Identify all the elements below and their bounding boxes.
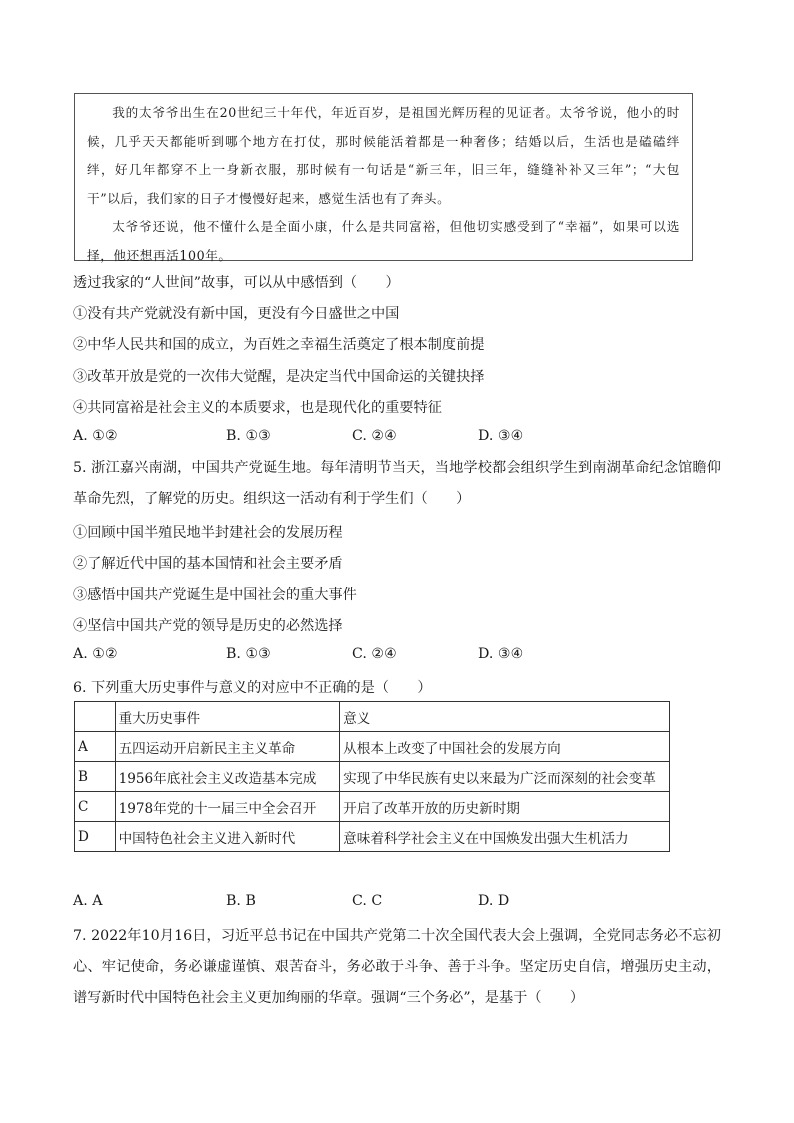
q6-option-d[interactable]: D. D bbox=[478, 893, 510, 909]
table-cell-label: A bbox=[75, 732, 116, 762]
table-header-cell: 重大历史事件 bbox=[115, 702, 340, 732]
q7-stem: 7. 2022年10月16日，习近平总书记在中国共产党第二十次全国代表大会上强调，全党同志务必不忘初心、牢记使命，务必谦虚谨慎、艰苦奋斗，务必敢于斗争、善于斗争。坚定历史自信，增强历史主动，谱写新时代中国特色社会主义更加绚丽的华章。强调“三个务必”，是基于（ ） bbox=[73, 928, 721, 1006]
q5-option-b[interactable]: B. ①③ bbox=[226, 646, 271, 662]
reading-passage-box bbox=[74, 93, 693, 261]
q5-item-3: ③感悟中国共产党诞生是中国社会的重大事件 bbox=[73, 587, 357, 603]
q5-item-4: ④坚信中国共产党的领导是历史的必然选择 bbox=[73, 618, 343, 634]
passage-paragraph-2: 太爷爷还说，他不懂什么是全面小康，什么是共同富裕，但他切实感受到了“幸福”，如果可以选择，他还想再活100年。 bbox=[87, 219, 680, 263]
q6-option-b[interactable]: B. B bbox=[226, 893, 256, 909]
table-cell-meaning: 从根本上改变了中国社会的发展方向 bbox=[340, 732, 670, 762]
q5-item-2: ②了解近代中国的基本国情和社会主要矛盾 bbox=[73, 556, 343, 572]
table-header-row bbox=[75, 702, 670, 732]
q4-options bbox=[73, 428, 593, 448]
q6-option-c[interactable]: C. C bbox=[352, 893, 383, 909]
q4-item-4: ④共同富裕是社会主义的本质要求，也是现代化的重要特征 bbox=[73, 400, 442, 416]
passage-paragraph-1: 我的太爷爷出生在20世纪三十年代，年近百岁，是祖国光辉历程的见证者。太爷爷说，他小的时候，几乎天天都能听到哪个地方在打仗，那时候能活着都是一种奢侈；结婚以后，生活也是磕磕绊绊，好几年都穿不上一身新衣服，那时候有一句话是“新三年，旧三年，缝缝补补又三年”；“大包干”以后，我们家的日子才慢慢好起来，感觉生活也有了奔头。 bbox=[87, 105, 680, 206]
table-cell-meaning: 意味着科学社会主义在中国焕发出强大生机活力 bbox=[340, 822, 670, 852]
q4-option-a[interactable]: A. ①② bbox=[73, 428, 118, 444]
q5-options bbox=[73, 646, 593, 666]
table-row bbox=[75, 822, 670, 852]
q4-item-2: ②中华人民共和国的成立，为百姓之幸福生活奠定了根本制度前提 bbox=[73, 337, 485, 353]
table-cell-event: 中国特色社会主义进入新时代 bbox=[115, 822, 340, 852]
q4-option-d[interactable]: D. ③④ bbox=[478, 428, 524, 444]
q4-stem: 透过我家的“人世间”故事，可以从中感悟到（ ） bbox=[73, 275, 400, 291]
table-row bbox=[75, 762, 670, 792]
table-cell-label: C bbox=[75, 792, 116, 822]
table-cell-event: 1956年底社会主义改造基本完成 bbox=[115, 762, 340, 792]
history-events-table bbox=[74, 701, 670, 852]
q4-item-3: ③改革开放是党的一次伟大觉醒，是决定当代中国命运的关键抉择 bbox=[73, 369, 485, 385]
q5-stem: 5. 浙江嘉兴南湖，中国共产党诞生地。每年清明节当天，当地学校都会组织学生到南湖革命纪念馆瞻仰革命先烈，了解党的历史。组织这一活动有利于学生们（ ） bbox=[73, 460, 721, 507]
table-cell-meaning: 开启了改革开放的历史新时期 bbox=[340, 792, 670, 822]
table-cell-meaning: 实现了中华民族有史以来最为广泛而深刻的社会变革 bbox=[340, 762, 670, 792]
table-row bbox=[75, 732, 670, 762]
q4-option-c[interactable]: C. ②④ bbox=[352, 428, 397, 444]
q5-item-1: ①回顾中国半殖民地半封建社会的发展历程 bbox=[73, 525, 343, 541]
q6-option-a[interactable]: A. A bbox=[73, 893, 103, 909]
table-cell-event: 五四运动开启新民主主义革命 bbox=[115, 732, 340, 762]
q5-option-d[interactable]: D. ③④ bbox=[478, 646, 524, 662]
q5-option-c[interactable]: C. ②④ bbox=[352, 646, 397, 662]
q4-item-1: ①没有共产党就没有新中国，更没有今日盛世之中国 bbox=[73, 306, 400, 322]
table-cell-label: B bbox=[75, 762, 116, 792]
q4-option-b[interactable]: B. ①③ bbox=[226, 428, 271, 444]
q6-options bbox=[73, 893, 593, 913]
q6-stem: 6. 下列重大历史事件与意义的对应中不正确的是（ ） bbox=[73, 680, 432, 696]
table-row bbox=[75, 792, 670, 822]
table-cell-event: 1978年党的十一届三中全会召开 bbox=[115, 792, 340, 822]
table-header-cell bbox=[75, 702, 116, 732]
table-cell-label: D bbox=[75, 822, 116, 852]
table-header-cell: 意义 bbox=[340, 702, 670, 732]
q5-option-a[interactable]: A. ①② bbox=[73, 646, 118, 662]
